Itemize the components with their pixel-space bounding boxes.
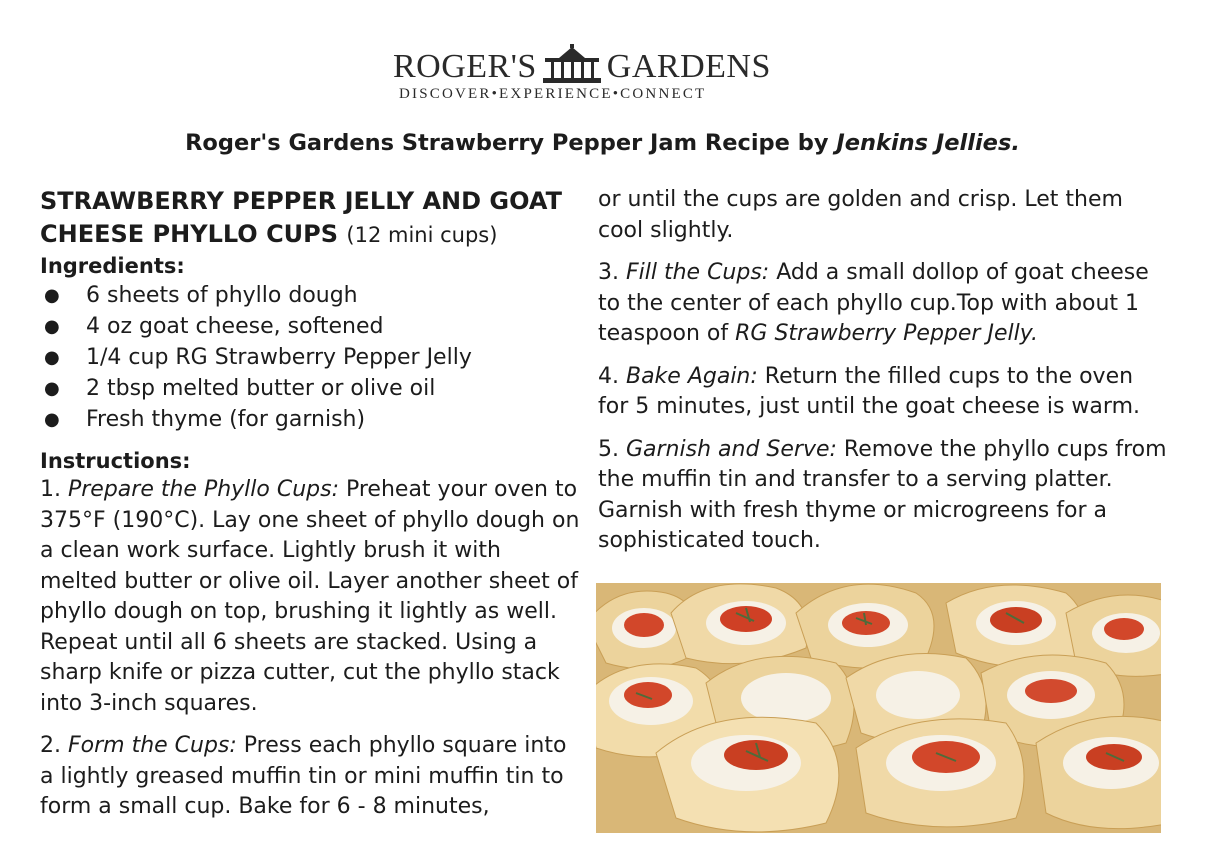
phyllo-cup — [656, 717, 839, 832]
step-name: Fill the Cups: — [625, 260, 770, 285]
ingredient-text: Fresh thyme (for garnish) — [86, 407, 366, 432]
ingredient-text: 2 tbsp melted butter or olive oil — [86, 376, 436, 401]
step-text: Add a small dollop of goat cheese to the center of each phyllo cup.Top with about 1 teaspoon of — [598, 260, 1149, 346]
list-item — [40, 280, 585, 311]
page-headline — [0, 130, 1205, 156]
step-number: 5. — [598, 436, 626, 462]
bullet-icon: ● — [44, 347, 60, 368]
phyllo-cup — [946, 585, 1084, 667]
list-item — [40, 373, 585, 404]
step-number: 1. — [40, 477, 68, 502]
ingredient-text: 6 sheets of phyllo dough — [86, 283, 358, 308]
phyllo-cup — [856, 719, 1024, 827]
ingredients-heading: Ingredients: — [40, 254, 185, 278]
instruction-step-5 — [598, 435, 1168, 557]
instruction-step-2 — [40, 731, 585, 823]
instruction-step-2-continued: or until the cups are golden and crisp. Let them cool slightly. — [598, 187, 1123, 243]
list-item — [40, 342, 585, 373]
step-text: Preheat your oven to 375°F (190°C). Lay one sheet of phyllo dough on a clean work surface. Lightly brush it with melted butter or olive oil. Layer another sheet of phyllo dough on top, brushing it lightly as well. Repeat until all 6 sheets are stacked. Using a sharp knife or pizza cutter, cut the phyllo stack into 3-inch squares. — [40, 477, 580, 716]
ingredients-list — [40, 280, 585, 435]
instruction-step-4 — [598, 362, 1168, 423]
step-text: Return the filled cups to the oven for 5 minutes, just until the goat cheese is warm. — [598, 363, 1140, 419]
step-text-italic: RG Strawberry Pepper Jelly. — [735, 321, 1039, 346]
list-item — [40, 311, 585, 342]
instructions-heading: Instructions: — [40, 449, 191, 473]
step-name: Prepare the Phyllo Cups: — [67, 477, 339, 502]
phyllo-cups-illustration — [596, 583, 1161, 833]
recipe-yield: (12 mini cups) — [346, 223, 498, 247]
headline-credit: Jenkins Jellies. — [836, 130, 1020, 156]
bullet-icon: ● — [44, 316, 60, 337]
step-name: Bake Again: — [625, 363, 758, 389]
brand-logo — [393, 44, 773, 103]
ingredient-text: 1/4 cup RG Strawberry Pepper Jelly — [86, 345, 472, 370]
step-name: Form the Cups: — [67, 733, 237, 758]
list-item — [40, 404, 585, 435]
brand-name-right: GARDENS — [606, 48, 771, 85]
headline-text: Roger's Gardens Strawberry Pepper Jam Recipe by — [185, 130, 837, 156]
bullet-icon: ● — [44, 409, 60, 430]
bullet-icon: ● — [44, 285, 60, 306]
phyllo-cup — [671, 584, 808, 664]
instruction-step-1 — [40, 475, 585, 719]
phyllo-cups-photo — [596, 583, 1161, 833]
bullet-icon: ● — [44, 378, 60, 399]
recipe-right-column — [598, 185, 1168, 569]
step-number: 3. — [598, 260, 626, 285]
gazebo-logo-icon — [541, 44, 603, 84]
brand-tagline: DISCOVER•EXPERIENCE•CONNECT — [399, 86, 707, 102]
brand-name-left: ROGER'S — [393, 48, 537, 85]
step-text: Press each phyllo square into a lightly greased muffin tin or mini muffin tin to form a small cup. Bake for 6 - 8 minutes, — [40, 733, 567, 819]
ingredient-text: 4 oz goat cheese, softened — [86, 314, 384, 339]
phyllo-cup — [1036, 716, 1161, 828]
instruction-step-3 — [598, 258, 1168, 350]
recipe-title — [40, 185, 585, 252]
step-text: Remove the phyllo cups from the muffin tin and transfer to a serving platter. Garnish with fresh thyme or microgreens for a sophisticated touch. — [598, 436, 1167, 553]
step-name: Garnish and Serve: — [625, 436, 837, 462]
step-number: 4. — [598, 363, 626, 389]
step-number: 2. — [40, 733, 68, 758]
recipe-left-column — [40, 185, 585, 823]
recipe-title-text: STRAWBERRY PEPPER JELLY AND GOAT CHEESE PHYLLO CUPS — [40, 187, 562, 248]
